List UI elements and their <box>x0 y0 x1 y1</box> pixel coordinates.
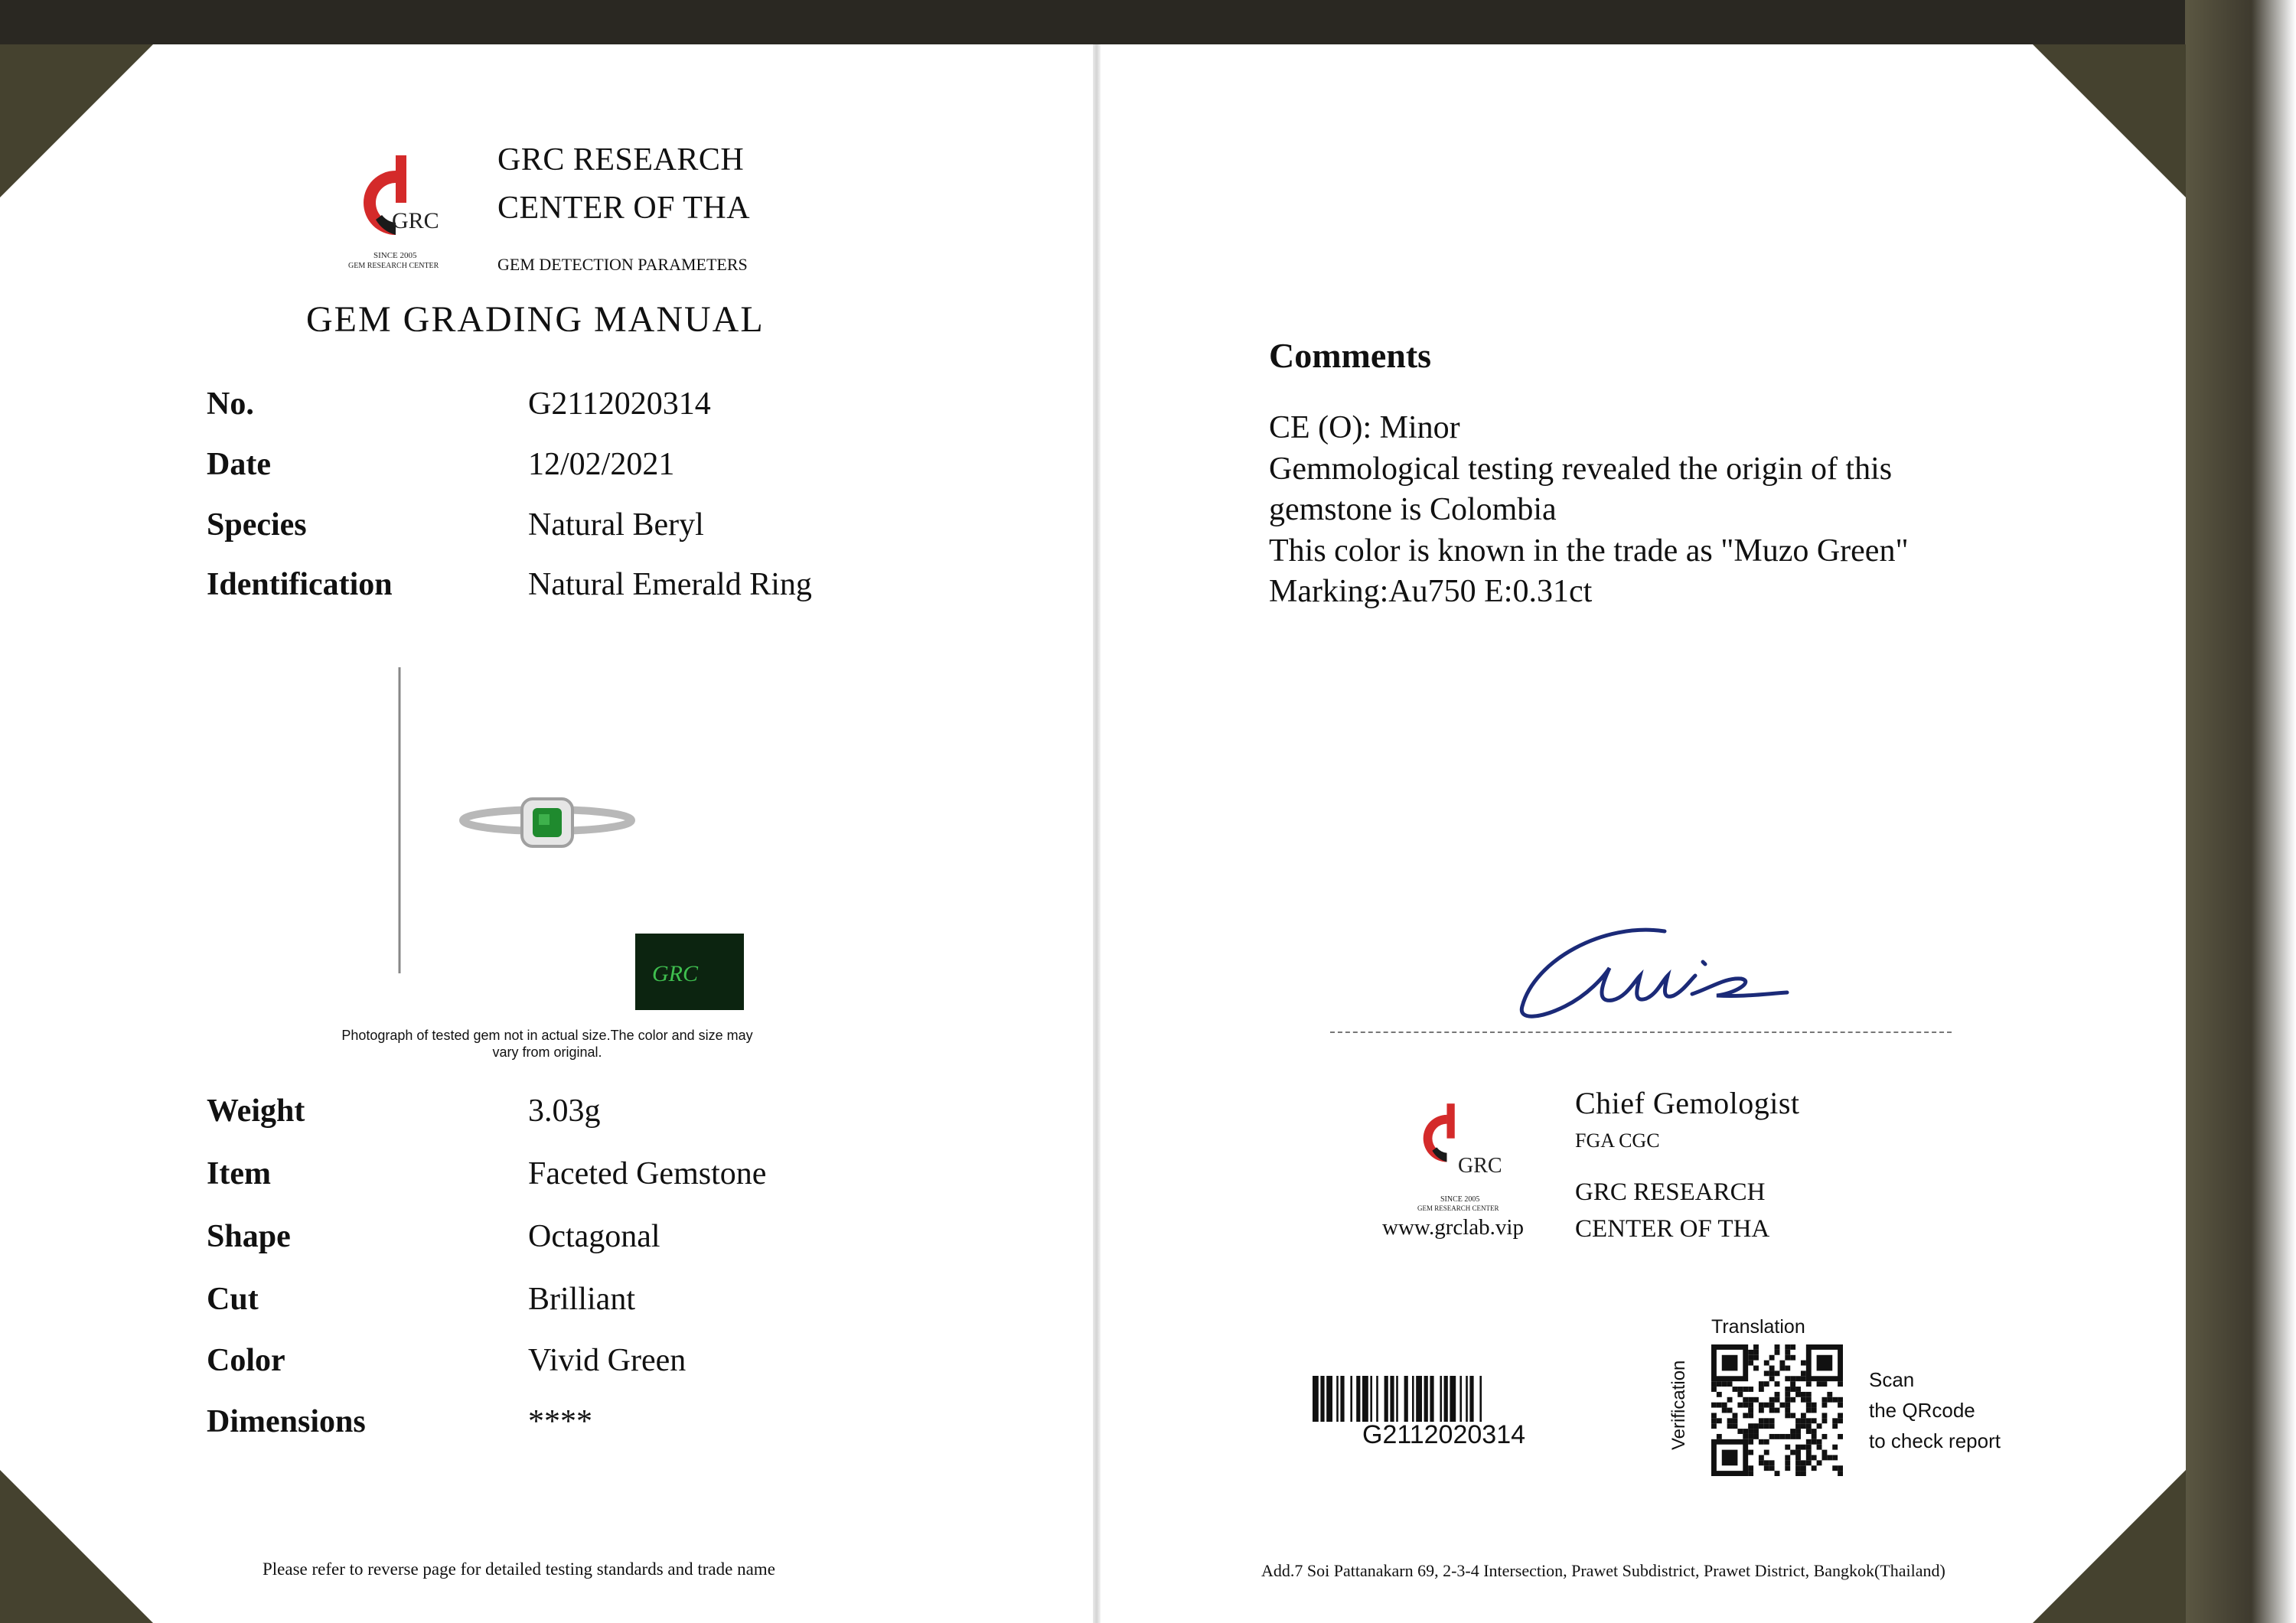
qr-module <box>1838 1465 1843 1471</box>
signer-org-line-1: GRC RESEARCH <box>1575 1178 1766 1206</box>
qr-module <box>1806 1397 1812 1403</box>
qr-module <box>1764 1460 1769 1465</box>
qr-module <box>1759 1408 1764 1413</box>
comment-line: Gemmological testing revealed the origin of this <box>1269 451 1893 487</box>
qr-module <box>1832 1455 1838 1460</box>
label-no: No. <box>207 386 254 422</box>
barcode-bar <box>1362 1376 1368 1422</box>
qr-module <box>1795 1460 1801 1465</box>
qr-module <box>1795 1450 1801 1455</box>
qr-module <box>1753 1397 1759 1403</box>
value-item: Faceted Gemstone <box>528 1156 767 1191</box>
logo-center: GEM RESEARCH CENTER <box>1417 1204 1499 1212</box>
qr-module <box>1743 1429 1748 1434</box>
qr-module <box>1817 1460 1822 1465</box>
qr-module <box>1753 1434 1759 1439</box>
barcode-number: G2112020314 <box>1362 1420 1526 1449</box>
qr-module <box>1795 1429 1801 1434</box>
qr-module <box>1821 1450 1827 1455</box>
qr-module <box>1795 1418 1801 1423</box>
label-species: Species <box>207 507 307 543</box>
qr-module <box>1806 1439 1812 1445</box>
barcode-bar <box>1440 1376 1442 1422</box>
qr-module <box>1717 1392 1722 1397</box>
qr-module <box>1785 1376 1790 1381</box>
qr-module <box>1711 1381 1717 1387</box>
qr-module <box>1806 1429 1812 1434</box>
qr-module <box>1764 1403 1769 1408</box>
barcode-bar <box>1459 1376 1462 1422</box>
qr-module <box>1769 1370 1775 1376</box>
comment-line: Marking:Au750 E:0.31ct <box>1269 574 1593 609</box>
qr-module <box>1748 1387 1753 1392</box>
qr-module <box>1827 1392 1832 1397</box>
value-cut: Brilliant <box>528 1282 635 1317</box>
qr-module <box>1769 1465 1775 1471</box>
qr-module <box>1748 1355 1753 1361</box>
qr-module <box>1795 1376 1801 1381</box>
qr-module <box>1795 1445 1801 1450</box>
qr-module <box>1717 1418 1722 1423</box>
qr-module <box>1748 1403 1753 1408</box>
qr-module <box>1806 1450 1812 1455</box>
barcode-bar <box>1384 1376 1388 1422</box>
barcode-bar <box>1370 1376 1372 1422</box>
qr-module <box>1711 1423 1717 1429</box>
scan-instruction-line: to check report <box>1869 1429 2001 1452</box>
qr-module <box>1759 1387 1764 1392</box>
barcode-bar <box>1336 1376 1339 1422</box>
barcode <box>1313 1376 1603 1422</box>
qr-module <box>1753 1344 1759 1350</box>
qr-module <box>1832 1465 1838 1471</box>
barcode-bar <box>1350 1376 1352 1422</box>
barcode-bar <box>1466 1376 1468 1422</box>
qr-module <box>1711 1403 1717 1408</box>
qr-module <box>1817 1381 1822 1387</box>
label-cut: Cut <box>207 1282 259 1317</box>
qr-module <box>1812 1429 1817 1434</box>
label-dimensions: Dimensions <box>207 1404 366 1439</box>
qr-module <box>1748 1465 1753 1471</box>
qr-module <box>1790 1434 1795 1439</box>
certificate-right-page <box>1101 44 2186 1623</box>
qr-module <box>1821 1455 1827 1460</box>
qr-module <box>1806 1423 1812 1429</box>
qr-module <box>1821 1403 1827 1408</box>
qr-module <box>1801 1445 1806 1450</box>
barcode-bar <box>1479 1376 1482 1422</box>
svg-text:GRC: GRC <box>652 961 698 986</box>
qr-module <box>1748 1361 1753 1366</box>
logo-since: SINCE 2005 <box>373 251 417 260</box>
qr-module <box>1801 1418 1806 1423</box>
qr-module <box>1759 1455 1764 1460</box>
qr-module <box>1711 1387 1717 1392</box>
scan-instruction-line: the QRcode <box>1869 1399 1975 1422</box>
label-weight: Weight <box>207 1093 305 1129</box>
qr-module <box>1727 1408 1733 1413</box>
org-name-line-2: CENTER OF THA <box>497 191 751 226</box>
qr-module <box>1785 1403 1790 1408</box>
handwritten-signature <box>1512 914 1802 1029</box>
value-date: 12/02/2021 <box>528 447 675 482</box>
qr-module <box>1753 1350 1759 1355</box>
qr-module <box>1748 1350 1753 1355</box>
qr-module <box>1790 1344 1795 1350</box>
qr-module <box>1737 1429 1743 1434</box>
qr-module <box>1733 1418 1738 1423</box>
qr-module <box>1748 1439 1753 1445</box>
corner-holder-top-right <box>2033 44 2186 197</box>
qr-module <box>1795 1434 1801 1439</box>
qr-module <box>1838 1471 1843 1476</box>
qr-module <box>1753 1366 1759 1371</box>
qr-module <box>1737 1392 1743 1397</box>
qr-module <box>1727 1381 1733 1387</box>
qr-module <box>1743 1413 1748 1418</box>
qr-module <box>1722 1381 1727 1387</box>
qr-module <box>1779 1366 1785 1371</box>
qr-module <box>1769 1408 1775 1413</box>
qr-module <box>1775 1381 1780 1387</box>
qr-module <box>1785 1413 1790 1418</box>
qr-module <box>1717 1381 1722 1387</box>
corner-holder-top-left <box>0 44 153 197</box>
qr-module <box>1838 1418 1843 1423</box>
ring-photo-illustration <box>398 667 781 1019</box>
value-dimensions: **** <box>528 1404 592 1439</box>
signer-title: Chief Gemologist <box>1575 1086 1800 1120</box>
barcode-bar <box>1376 1376 1378 1422</box>
qr-module <box>1722 1408 1727 1413</box>
barcode-bar <box>1450 1376 1456 1422</box>
qr-module <box>1795 1455 1801 1460</box>
barcode-bar <box>1390 1376 1394 1422</box>
qr-module <box>1769 1366 1775 1371</box>
qr-module <box>1801 1460 1806 1465</box>
qr-module <box>1775 1370 1780 1376</box>
header-subtitle: GEM DETECTION PARAMETERS <box>497 255 748 274</box>
qr-module <box>1806 1408 1812 1413</box>
qr-module <box>1764 1450 1769 1455</box>
qr-module <box>1759 1381 1764 1387</box>
qr-module <box>1795 1471 1801 1476</box>
qr-module <box>1764 1381 1769 1387</box>
qr-module <box>1748 1434 1753 1439</box>
label-shape: Shape <box>207 1219 291 1254</box>
qr-module <box>1717 1434 1722 1439</box>
qr-module <box>1711 1418 1717 1423</box>
qr-module <box>1737 1403 1743 1408</box>
qr-module <box>1743 1434 1748 1439</box>
qr-module <box>1764 1423 1769 1429</box>
qr-module <box>1775 1392 1780 1397</box>
barcode-bar <box>1469 1376 1473 1422</box>
qr-module <box>1838 1381 1843 1387</box>
qr-module <box>1775 1408 1780 1413</box>
qr-module <box>1769 1434 1775 1439</box>
qr-module <box>1806 1460 1812 1465</box>
corner-holder-bottom-right <box>2033 1470 2186 1623</box>
qr-module <box>1775 1344 1780 1350</box>
barcode-bar <box>1416 1376 1422 1422</box>
barcode-bar <box>1424 1376 1428 1422</box>
qr-module <box>1775 1471 1780 1476</box>
barcode-bar <box>1326 1376 1332 1422</box>
org-name-line-1: GRC RESEARCH <box>497 142 745 178</box>
qr-module <box>1790 1413 1795 1418</box>
qr-module <box>1727 1423 1733 1429</box>
comment-line: gemstone is Colombia <box>1269 492 1557 527</box>
qr-module <box>1806 1418 1812 1423</box>
qr-module <box>1743 1397 1748 1403</box>
qr-module <box>1806 1392 1812 1397</box>
qr-module <box>1812 1434 1817 1439</box>
qr-module <box>1779 1361 1785 1366</box>
qr-module <box>1753 1423 1759 1429</box>
qr-module <box>1733 1387 1738 1392</box>
qr-module <box>1785 1465 1790 1471</box>
folder-top-edge <box>0 0 2227 47</box>
qr-module <box>1801 1361 1806 1366</box>
qr-module <box>1769 1397 1775 1403</box>
qr-module <box>1790 1450 1795 1455</box>
qr-module <box>1785 1350 1790 1355</box>
qr-verification-label: Verification <box>1668 1360 1689 1450</box>
qr-module <box>1737 1387 1743 1392</box>
barcode-bar <box>1444 1376 1448 1422</box>
qr-module <box>1769 1403 1775 1408</box>
qr-module <box>1759 1423 1764 1429</box>
value-no: G2112020314 <box>528 386 711 422</box>
qr-code[interactable] <box>1711 1344 1843 1476</box>
qr-module <box>1759 1418 1764 1423</box>
qr-module <box>1748 1408 1753 1413</box>
footer-note: Please refer to reverse page for detailed testing standards and trade name <box>263 1559 775 1579</box>
qr-module <box>1806 1381 1812 1387</box>
qr-module <box>1748 1429 1753 1434</box>
qr-module <box>1764 1361 1769 1366</box>
scan-instruction-line: Scan <box>1869 1368 1915 1391</box>
barcode-bar <box>1340 1376 1344 1422</box>
qr-module <box>1790 1355 1795 1361</box>
qr-module <box>1806 1403 1812 1408</box>
signer-org-line-2: CENTER OF THA <box>1575 1215 1770 1243</box>
comment-line: This color is known in the trade as "Muzo Green" <box>1269 533 1909 569</box>
value-weight: 3.03g <box>528 1093 601 1129</box>
qr-module <box>1785 1355 1790 1361</box>
qr-module <box>1785 1460 1790 1465</box>
signature <box>1512 914 1802 1033</box>
qr-module <box>1790 1381 1795 1387</box>
qr-module <box>1795 1465 1801 1471</box>
barcode-bar <box>1313 1376 1319 1422</box>
qr-translation-label: Translation <box>1711 1316 1805 1338</box>
qr-module <box>1711 1413 1717 1418</box>
qr-module <box>1785 1455 1790 1460</box>
qr-module <box>1748 1397 1753 1403</box>
qr-module <box>1785 1344 1790 1350</box>
qr-module <box>1790 1397 1795 1403</box>
qr-module <box>1821 1397 1827 1403</box>
qr-module <box>1817 1439 1822 1445</box>
qr-module <box>1722 1403 1727 1408</box>
signer-credentials: FGA CGC <box>1575 1129 1660 1152</box>
qr-module <box>1785 1366 1790 1371</box>
value-color: Vivid Green <box>528 1343 687 1378</box>
signature-line <box>1330 1031 1952 1033</box>
qr-module <box>1748 1413 1753 1418</box>
qr-finder-pattern <box>1817 1355 1833 1371</box>
logo-wordmark: GRC <box>1458 1154 1502 1178</box>
qr-module <box>1779 1403 1785 1408</box>
qr-module <box>1821 1434 1827 1439</box>
qr-module <box>1785 1397 1790 1403</box>
qr-module <box>1801 1471 1806 1476</box>
website-url: www.grclab.vip <box>1382 1215 1524 1240</box>
qr-module <box>1812 1465 1817 1471</box>
comments-title: Comments <box>1269 336 1432 375</box>
gem-photo <box>398 667 781 986</box>
qr-module <box>1832 1397 1838 1403</box>
qr-module <box>1821 1381 1827 1387</box>
qr-module <box>1795 1392 1801 1397</box>
barcode-bar <box>1356 1376 1360 1422</box>
qr-module <box>1785 1392 1790 1397</box>
qr-module <box>1769 1355 1775 1361</box>
page-title: GEM GRADING MANUAL <box>306 299 765 340</box>
qr-module <box>1775 1350 1780 1355</box>
logo-since: SINCE 2005 <box>1440 1195 1480 1204</box>
qr-finder-pattern <box>1722 1450 1738 1466</box>
value-identification: Natural Emerald Ring <box>528 567 812 602</box>
qr-module <box>1812 1418 1817 1423</box>
logo-wordmark: GRC <box>392 208 439 233</box>
qr-module <box>1812 1455 1817 1460</box>
qr-module <box>1795 1387 1801 1392</box>
qr-module <box>1801 1370 1806 1376</box>
qr-module <box>1775 1397 1780 1403</box>
qr-module <box>1753 1429 1759 1434</box>
qr-module <box>1817 1423 1822 1429</box>
qr-module <box>1812 1439 1817 1445</box>
qr-module <box>1775 1434 1780 1439</box>
corner-holder-bottom-left <box>0 1470 153 1623</box>
qr-module <box>1827 1455 1832 1460</box>
qr-module <box>1785 1387 1790 1392</box>
folder-right-edge <box>2185 0 2296 1623</box>
qr-module <box>1727 1418 1733 1423</box>
barcode-bar <box>1430 1376 1433 1422</box>
qr-module <box>1827 1397 1832 1403</box>
comment-line: CE (O): Minor <box>1269 410 1460 445</box>
qr-module <box>1748 1471 1753 1476</box>
qr-module <box>1801 1423 1806 1429</box>
qr-module <box>1764 1439 1769 1445</box>
qr-module <box>1779 1434 1785 1439</box>
barcode-bar <box>1404 1376 1408 1422</box>
qr-module <box>1821 1413 1827 1418</box>
qr-module <box>1727 1397 1733 1403</box>
qr-module <box>1832 1423 1838 1429</box>
qr-module <box>1790 1376 1795 1381</box>
qr-module <box>1785 1445 1790 1450</box>
qr-module <box>1801 1465 1806 1471</box>
qr-module <box>1812 1408 1817 1413</box>
barcode-bar <box>1412 1376 1414 1422</box>
qr-module <box>1817 1445 1822 1450</box>
qr-module <box>1785 1408 1790 1413</box>
qr-module <box>1801 1413 1806 1418</box>
qr-module <box>1748 1423 1753 1429</box>
qr-module <box>1743 1403 1748 1408</box>
qr-module <box>1753 1355 1759 1361</box>
qr-module <box>1838 1397 1843 1403</box>
qr-module <box>1759 1460 1764 1465</box>
qr-module <box>1801 1397 1806 1403</box>
qr-module <box>1769 1460 1775 1465</box>
value-shape: Octagonal <box>528 1219 660 1254</box>
qr-module <box>1790 1387 1795 1392</box>
qr-module <box>1759 1439 1764 1445</box>
qr-module <box>1806 1445 1812 1450</box>
qr-module <box>1759 1403 1764 1408</box>
barcode-bar <box>1396 1376 1398 1422</box>
qr-module <box>1717 1403 1722 1408</box>
value-species: Natural Beryl <box>528 507 704 543</box>
qr-module <box>1801 1392 1806 1397</box>
label-color: Color <box>207 1343 285 1378</box>
qr-module <box>1769 1423 1775 1429</box>
qr-module <box>1832 1445 1838 1450</box>
qr-module <box>1795 1423 1801 1429</box>
qr-module <box>1785 1434 1790 1439</box>
qr-module <box>1838 1434 1843 1439</box>
qr-module <box>1769 1418 1775 1423</box>
photo-caption: Photograph of tested gem not in actual size.The color and size may vary from original. <box>341 1028 753 1060</box>
label-date: Date <box>207 447 271 482</box>
qr-module <box>1743 1387 1748 1392</box>
qr-module <box>1764 1418 1769 1423</box>
qr-module <box>1764 1465 1769 1471</box>
qr-module <box>1821 1418 1827 1423</box>
qr-module <box>1838 1413 1843 1418</box>
label-item: Item <box>207 1156 271 1191</box>
qr-module <box>1764 1370 1769 1376</box>
qr-module <box>1769 1376 1775 1381</box>
address-footer: Add.7 Soi Pattanakarn 69, 2-3-4 Intersection, Prawet Subdistrict, Prawet District, Bangkok(Thailand) <box>1261 1561 1945 1580</box>
qr-module <box>1806 1455 1812 1460</box>
qr-module <box>1812 1403 1817 1408</box>
qr-module <box>1733 1423 1738 1429</box>
qr-module <box>1832 1418 1838 1423</box>
qr-module <box>1838 1403 1843 1408</box>
qr-module <box>1733 1413 1738 1418</box>
qr-module <box>1748 1450 1753 1455</box>
logo-center: GEM RESEARCH CENTER <box>348 262 439 270</box>
barcode-bar <box>1320 1376 1324 1422</box>
qr-finder-pattern <box>1722 1355 1738 1371</box>
page-spine <box>1093 44 1101 1623</box>
qr-module <box>1801 1376 1806 1381</box>
label-identification: Identification <box>207 567 393 602</box>
qr-module <box>1790 1429 1795 1434</box>
